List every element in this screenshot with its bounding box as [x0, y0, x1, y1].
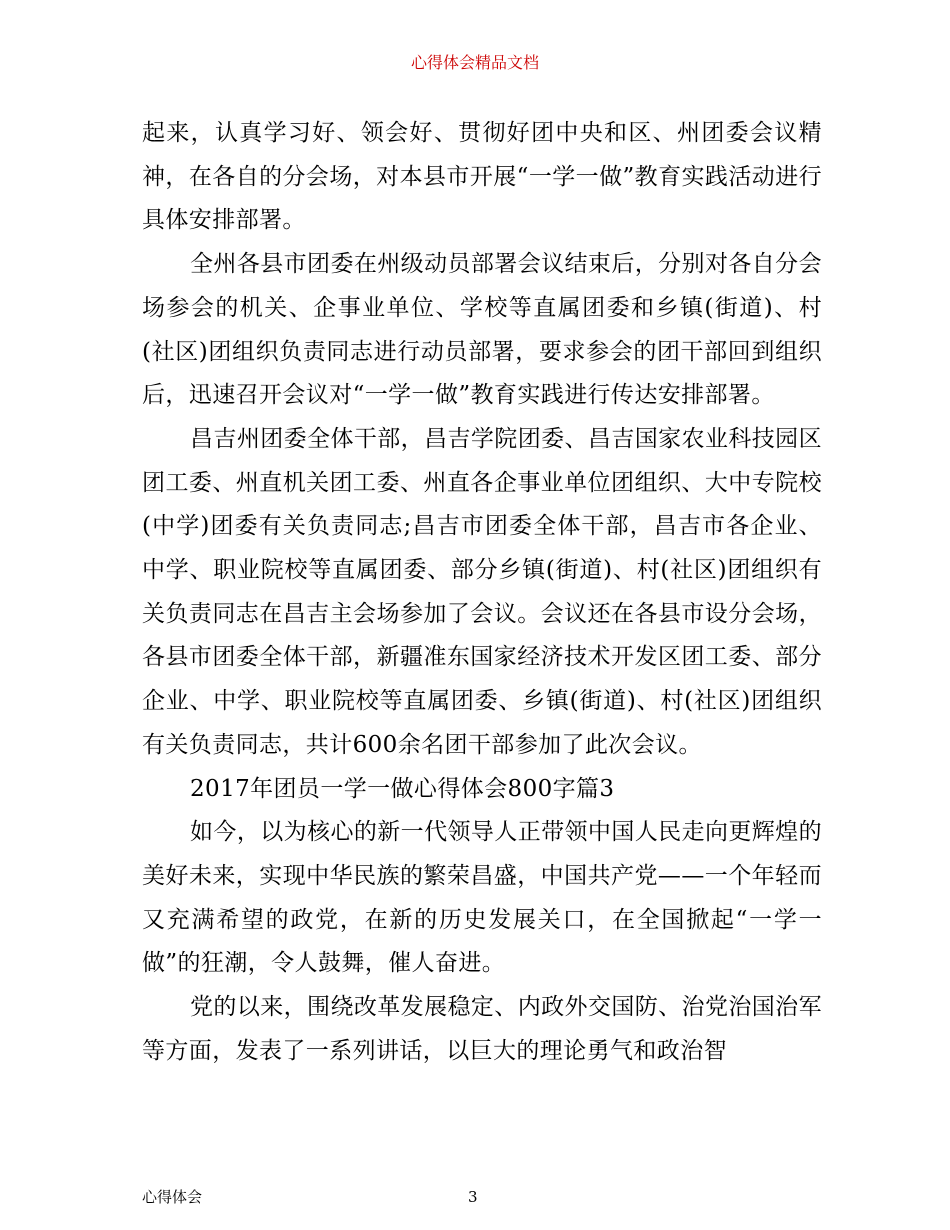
- document-body: [142, 112, 822, 1073]
- paragraph: 党的以来，围绕改革发展稳定、内政外交国防、治党治国治军等方面，发表了一系列讲话，以巨大的理论勇气和政治智: [142, 994, 822, 1064]
- section-heading: 2017年团员一学一做心得体会800字篇3: [190, 775, 615, 802]
- page-footer: [142, 1186, 822, 1208]
- page-header-title: 心得体会精品文档: [410, 53, 539, 72]
- paragraph-continuation: 起来，认真学习好、领会好、贯彻好团中央和区、州团委会议精神，在各自的分会场，对本县市开展“一学一做”教育实践活动进行具体安排部署。: [142, 120, 822, 234]
- page-number: 3: [468, 1188, 478, 1206]
- paragraph: 全州各县市团委在州级动员部署会议结束后，分别对各自分会场参会的机关、企事业单位、学校等直属团委和乡镇(街道)、村(社区)团组织负责同志进行动员部署，要求参会的团干部回到组织后，迅速召开会议对“一学一做”教育实践进行传达安排部署。: [142, 251, 822, 409]
- paragraph: 昌吉州团委全体干部，昌吉学院团委、昌吉国家农业科技园区团工委、州直机关团工委、州直各企事业单位团组织、大中专院校(中学)团委有关负责同志;昌吉市团委全体干部，昌吉市各企业、中学、职业院校等直属团委、部分乡镇(街道)、村(社区)团组织有关负责同志在昌吉主会场参加了会议。会议还在各县市设分会场，各县市团委全体干部，新疆准东国家经济技术开发区团工委、部分企业、中学、职业院校等直属团委、乡镇(街道)、村(社区)团组织有关负责同志，共计600余名团干部参加了此次会议。: [142, 425, 822, 758]
- footer-label: 心得体会: [142, 1188, 203, 1206]
- paragraph: 如今，以为核心的新一代领导人正带领中国人民走向更辉煌的美好未来，实现中华民族的繁荣昌盛，中国共产党——一个年轻而又充满希望的政党，在新的历史发展关口，在全国掀起“一学一做”的狂潮，令人鼓舞，催人奋进。: [142, 819, 822, 977]
